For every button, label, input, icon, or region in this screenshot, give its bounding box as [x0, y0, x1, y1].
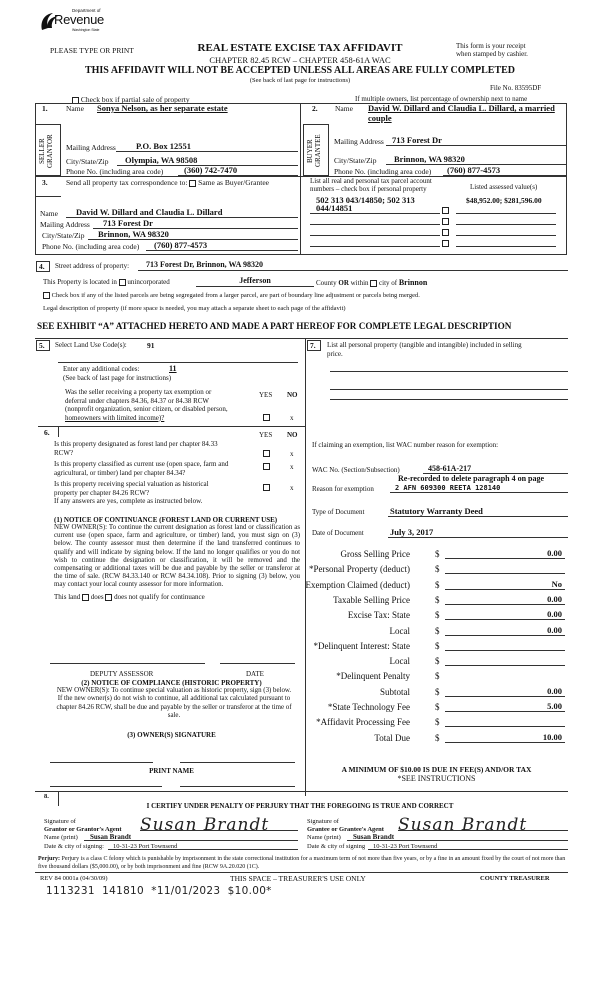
segregated-checkbox[interactable] [43, 292, 50, 299]
fee-label: Exemption Claimed (deduct) [305, 579, 410, 590]
form-title: REAL ESTATE EXCISE TAX AFFIDAVIT [197, 42, 403, 54]
fee-label: *Delinquent Interest: State [313, 640, 410, 651]
forest-land-question: Is this property designated as forest land per chapter 84.33 RCW? [54, 440, 218, 457]
personal-property-line-1[interactable] [330, 371, 568, 372]
unincorporated-checkbox[interactable] [119, 279, 126, 286]
footer-line [35, 872, 568, 873]
section5-top-line [35, 338, 568, 339]
county-field[interactable] [196, 276, 314, 287]
multiple-owners-note: If multiple owners, list percentage of ownership next to name [355, 95, 528, 103]
historic-no-mark[interactable]: x [290, 484, 294, 492]
seller-phone-value: (360) 742-7470 [184, 165, 238, 175]
located-label: This Property is located in [43, 278, 117, 286]
doc-type-value: Statutory Warranty Deed [390, 506, 483, 516]
personal-property-label: List all personal property (tangible and intangible) included in selling price. [327, 341, 522, 358]
main-divider [305, 338, 306, 796]
seller-mailing-field[interactable] [116, 141, 298, 152]
buyer-section-number: 2. [312, 104, 318, 113]
perjury-label: Perjury: [38, 856, 60, 862]
parties-divider [300, 103, 301, 255]
does-not-label: does not qualify for continuance [114, 593, 205, 601]
continuance-row [54, 593, 205, 601]
fee-label: Local [389, 656, 410, 667]
grantor-name-value: Susan Brandt [90, 833, 132, 841]
section8-number: 8. [44, 793, 49, 800]
correspondence-tab-line [35, 196, 61, 197]
perjury-notice [38, 856, 568, 871]
street-address-field[interactable] [138, 260, 568, 271]
grantee-signature-label: Signature of Grantee or Grantee's Agent [307, 818, 384, 833]
fee-currency-symbol: $ [435, 656, 440, 667]
assessed-field-4[interactable] [456, 236, 556, 247]
buyer-name-line2: couple [368, 113, 392, 123]
grantee-date-field[interactable] [368, 841, 568, 850]
section6-top-line [38, 426, 305, 427]
exemption-no-header: NO [287, 391, 298, 399]
receipt-note [456, 42, 528, 58]
grantor-signature-label: Signature of Grantor or Grantor's Agent [44, 818, 122, 833]
section6-number: 6. [44, 428, 50, 437]
notice-compliance-text: NEW OWNER(S): To continue special valuation as historic property, sign (3) below. If the new owner(s) do not wish to continue, all additional tax calculated pursuant to chapter 84.26 RCW, shall be due and payable by the seller or transferor at the time of sale. [56, 687, 292, 719]
seller-mailing-label: Mailing Address [66, 143, 116, 152]
county-value: Jefferson [239, 276, 271, 285]
notice-compliance-title: (2) NOTICE OF COMPLIANCE (HISTORIC PROPERTY) [81, 679, 262, 687]
same-as-buyer-checkbox[interactable] [189, 180, 196, 187]
fee-currency-symbol: $ [435, 625, 440, 636]
partial-sale-label: Check box if partial sale of property [80, 95, 190, 104]
corr-phone-field[interactable] [146, 240, 298, 251]
buyer-phone-field[interactable] [443, 165, 566, 176]
fee-label: Excise Tax: State [347, 610, 410, 621]
fee-value-field[interactable] [445, 625, 565, 636]
seller-phone-label: Phone No. (including area code) [66, 167, 164, 176]
buyer-city-value: Brinnon, WA 98320 [394, 154, 465, 164]
owner-signature-label: (3) OWNER(S) SIGNATURE [127, 731, 216, 739]
wac-field[interactable] [423, 464, 568, 474]
land-use-code: 91 [147, 341, 155, 350]
grantor-name-label: Name (print) [44, 834, 78, 841]
assessed-field-1[interactable] [456, 203, 556, 214]
fee-value-field[interactable] [445, 548, 565, 559]
grantee-date-label: Date & city of signing [307, 843, 366, 850]
additional-codes-value[interactable]: 11 [169, 364, 177, 373]
dor-logo [38, 8, 108, 36]
parcel-numbers-line2: 044/14851 [316, 203, 353, 213]
corr-mailing-field[interactable] [93, 218, 298, 229]
grantee-name-value: Susan Brandt [353, 833, 395, 841]
rev-number: REV 84 0001a (04/30/09) [40, 875, 108, 882]
treasurer-use-label: THIS SPACE – TREASURER'S USE ONLY [230, 874, 366, 883]
fee-label: Total Due [374, 732, 410, 743]
reason-line2: 2 AFN 609300 REETA 128140 [395, 484, 501, 492]
owner-signature-line-2[interactable] [180, 762, 295, 763]
fee-label: *Delinquent Penalty [336, 671, 410, 682]
city-checkbox[interactable] [370, 280, 377, 287]
parcel-field-4[interactable] [310, 236, 440, 247]
fee-value: 0.00 [547, 624, 562, 635]
does-qualify-checkbox[interactable] [82, 594, 89, 601]
buyer-mailing-field[interactable] [386, 135, 566, 146]
form-warning: THIS AFFIDAVIT WILL NOT BE ACCEPTED UNLESS ALL AREAS ARE FULLY COMPLETED [84, 65, 516, 76]
forest-land-yes-checkbox[interactable] [263, 450, 270, 457]
fee-value-field[interactable] [445, 609, 565, 620]
county-label: County [316, 279, 337, 287]
fee-currency-symbol: $ [435, 671, 440, 682]
additional-codes-note: (See back of last page for instructions) [63, 374, 172, 382]
street-address-label: Street address of property: [55, 262, 130, 270]
fee-label: Subtotal [379, 686, 410, 697]
receipt-note-line2: when stamped by cashier. [456, 50, 528, 58]
seller-name: Sonya Nelson, as her separate estate [97, 103, 228, 113]
buyer-city-field[interactable] [386, 154, 566, 165]
seller-section-number: 1. [42, 104, 48, 113]
wac-label: WAC No. (Section/Subsection) [312, 466, 400, 474]
fee-currency-symbol: $ [435, 732, 440, 743]
county-treasurer-label: COUNTY TREASURER [480, 875, 550, 882]
see-instructions-note: *SEE INSTRUCTIONS [397, 774, 476, 783]
parcel-label: List all real and personal tax parcel account numbers – check box if personal property [310, 177, 432, 193]
notice-continuance-text: NEW OWNER(S): To continue the current designation as forest land or classification as current use (open space, farm and agriculture, or timber) land, you must sign on (3) below. The county assessor must then determine if the land transferred continues to qualify and will indicate by signing below. If the land no longer qualifies or you do not wish to continue the designation or classification, it will be removed and the compensating or additional taxes will be due and payable by the seller or transferor at the time of sale. (RCW 84.33.140 or RCW 84.34.108). Prior to signing (3) below, you may contact your local county assessor for more information. [54, 524, 300, 589]
does-label: does [90, 593, 104, 601]
section7-number: 7. [310, 341, 316, 350]
doc-date-label: Date of Document [312, 529, 364, 537]
owner-signature-line-1[interactable] [50, 762, 153, 763]
form-chapters: CHAPTER 82.45 RCW – CHAPTER 458-61A WAC [209, 55, 391, 65]
fee-value-field[interactable] [445, 686, 565, 697]
fee-label: Taxable Selling Price [333, 594, 410, 605]
s6-yes-header: YES [259, 431, 273, 439]
segregated-label: Check box if any of the listed parcels are being segregated from a larger parcel, are part of boundary line adjustment or parcels being merged. [51, 292, 420, 299]
grantee-name-label: Name (print) [307, 834, 341, 841]
logo-revenue: Revenue [54, 12, 104, 27]
fee-currency-symbol: $ [435, 640, 440, 651]
fee-value-field[interactable] [445, 594, 565, 605]
corr-city-field[interactable] [88, 229, 298, 240]
current-use-yes-checkbox[interactable] [263, 463, 270, 470]
unincorporated-label: unincorporated [127, 278, 170, 286]
fee-value: 5.00 [547, 701, 562, 711]
reason-line1: Re-recorded to delete paragraph 4 on page [398, 474, 545, 483]
buyer-phone-value: (760) 877-4573 [447, 165, 501, 175]
personal-property-checkbox-3[interactable] [442, 229, 449, 236]
assessed-value-header: Listed assessed value(s) [470, 183, 538, 191]
exemption-question: Was the seller receiving a property tax exemption or deferral under chapters 84.36, 84.37 or 84.38 RCW (nonprofit organization, senior citizen, or disabled person, homeowners with limited income)? [65, 388, 228, 422]
corr-name-label: Name [40, 209, 58, 218]
corr-name-value: David W. Dillard and Claudia L. Dillard [76, 207, 223, 217]
personal-property-checkbox-1[interactable] [442, 207, 449, 214]
fee-label: *Affidavit Processing Fee [316, 717, 410, 728]
personal-property-checkbox-4[interactable] [442, 240, 449, 247]
forest-land-no-mark[interactable]: x [290, 450, 294, 458]
does-not-qualify-checkbox[interactable] [105, 594, 112, 601]
fee-currency-symbol: $ [435, 610, 440, 621]
see-back-note: (See back of last page for instructions) [249, 77, 351, 84]
seller-name-label: Name [66, 104, 84, 113]
fee-currency-symbol: $ [435, 549, 440, 559]
within-label: within [350, 279, 369, 287]
city-of-label: city of [379, 279, 398, 287]
fee-value-field[interactable] [445, 655, 565, 666]
buyer-name-line1: David W. Dillard and Claudia L. Dillard, a married [368, 103, 555, 113]
fee-value: 0.00 [547, 609, 562, 620]
fee-label: *Personal Property (deduct) [309, 564, 410, 575]
parties-h-divider [35, 176, 567, 177]
doc-date-value: July 3, 2017 [390, 527, 434, 537]
logo-state: Washington State [72, 28, 100, 32]
section8-top-line [35, 791, 568, 792]
seller-city-label: City/State/Zip [66, 157, 109, 166]
parcel-field-2[interactable] [310, 214, 440, 225]
this-land-label: This land [54, 593, 81, 601]
fee-currency-symbol: $ [435, 717, 440, 728]
certify-statement: I CERTIFY UNDER PENALTY OF PERJURY THAT THE FOREGOING IS TRUE AND CORRECT [146, 802, 454, 810]
wac-value: 458-61A-217 [428, 464, 472, 473]
seller-side-label: SELLER GRANTOR [38, 134, 54, 168]
fee-currency-symbol: $ [435, 702, 440, 712]
street-address-value: 713 Forest Dr, Brinnon, WA 98320 [146, 260, 263, 269]
fee-currency-symbol: $ [435, 579, 440, 590]
reason-label: Reason for exemption [312, 485, 374, 493]
section6-number-divider [58, 427, 59, 437]
grantee-name-field[interactable] [347, 832, 568, 841]
doc-type-field[interactable] [388, 506, 568, 517]
parcel-field-1[interactable] [310, 203, 440, 214]
historic-yes-checkbox[interactable] [263, 484, 270, 491]
additional-codes-label: Enter any additional codes: [63, 365, 140, 373]
personal-property-checkbox-2[interactable] [442, 218, 449, 225]
fee-label: Local [389, 625, 410, 636]
land-use-section-number: 5. [39, 341, 45, 350]
grantor-date-field[interactable] [108, 841, 298, 850]
fee-value-field[interactable] [445, 579, 565, 590]
doc-type-label: Type of Document [312, 508, 365, 516]
fee-value: 0.00 [547, 548, 562, 558]
fee-value-field[interactable] [445, 716, 565, 727]
fee-currency-symbol: $ [435, 686, 440, 697]
corr-city-label: City/State/Zip [42, 231, 85, 240]
exemption-claim-label: If claiming an exemption, list WAC number reason for exemption: [312, 441, 499, 449]
exemption-yes-checkbox[interactable] [263, 414, 270, 421]
assessed-field-3[interactable] [456, 225, 556, 236]
corr-city-value: Brinnon, WA 98320 [98, 229, 169, 239]
doc-date-field[interactable] [388, 527, 568, 538]
seller-city-value: Olympia, WA 98508 [125, 155, 198, 165]
assessor-date-line[interactable] [220, 663, 295, 664]
please-type-note: PLEASE TYPE OR PRINT [50, 46, 134, 55]
grantee-signature-field[interactable] [398, 815, 568, 835]
county-city-row [316, 278, 427, 287]
buyer-city-label: City/State/Zip [334, 156, 377, 165]
deputy-assessor-label: DEPUTY ASSESSOR [90, 670, 154, 678]
buyer-name-label: Name [335, 104, 353, 113]
fee-value-field[interactable] [445, 563, 565, 574]
receipt-note-line1: This form is your receipt [456, 42, 526, 50]
grantee-date-value: 10-31-23 Port Townsend [373, 843, 438, 850]
exemption-no-mark[interactable]: x [290, 414, 294, 422]
land-use-label: Select Land Use Code(s): [55, 341, 127, 349]
corr-mailing-label: Mailing Address [40, 220, 90, 229]
print-name-line-1[interactable] [50, 786, 162, 787]
fee-value: 0.00 [547, 593, 562, 604]
parcel-numbers-line1: 502 313 043/14850; 502 313 [316, 195, 415, 205]
corr-mailing-value: 713 Forest Dr [103, 218, 153, 228]
parcel-field-3[interactable] [310, 225, 440, 236]
or-label: OR [338, 279, 349, 287]
land-use-line [58, 362, 298, 363]
treasurer-stamp: 1113231 141810 *11/01/2023 $10.00* [46, 885, 272, 897]
reason-field[interactable] [390, 483, 568, 493]
corr-phone-label: Phone No. (including area code) [42, 242, 140, 251]
print-name-label: PRINT NAME [149, 767, 194, 775]
fee-label: *State Technology Fee [327, 702, 410, 712]
assessor-date-label: DATE [246, 670, 264, 678]
current-use-no-mark[interactable]: x [290, 463, 294, 471]
grantee-signature: Susan Brandt [398, 815, 528, 835]
s6-no-header: NO [287, 431, 298, 439]
grantor-signature-field[interactable] [140, 815, 298, 835]
same-as-buyer-label: Same as Buyer/Grantee [198, 178, 269, 187]
perjury-text: Perjury is a class C felony which is punishable by imprisonment in the state correctional institution for a maximum term of not more than five years, or by a fine in an amount fixed by the court of not more than five thousand dollars ($5,000.00), or by both imprisonment and fine (RCW 9A.20.020 (1C). [38, 856, 566, 870]
correspondence-row [66, 178, 269, 187]
notice-continuance-title: (1) NOTICE OF CONTINUANCE (FOREST LAND OR CURRENT USE) [54, 516, 278, 524]
fee-value-field[interactable] [445, 701, 565, 712]
print-name-line-2[interactable] [180, 786, 295, 787]
fee-currency-symbol: $ [435, 594, 440, 605]
assessed-values: $48,952.00; $281,596.00 [466, 196, 542, 205]
city-value: Brinnon [398, 278, 428, 287]
buyer-mailing-label: Mailing Address [334, 137, 384, 146]
location-row [43, 278, 170, 286]
fee-value: 10.00 [542, 731, 562, 742]
correspondence-label: Send all property tax correspondence to: [66, 178, 188, 187]
deputy-assessor-line[interactable] [50, 663, 205, 664]
corr-phone-value: (760) 877-4573 [154, 240, 208, 250]
historic-question: Is this property receiving special valuation as historical property per chapter 84.26 RCW? If any answers are yes, complete as instructed below. [54, 480, 209, 505]
seller-mailing-value: P.O. Box 12551 [136, 141, 191, 151]
minimum-fee-note: A MINIMUM OF $10.00 IS DUE IN FEE(S) AND/OR TAX [341, 765, 532, 774]
legal-description-label: Legal description of property (if more space is needed, you may attach a separate sheet to each page of the affidavit) [43, 305, 346, 312]
fee-currency-symbol: $ [435, 564, 440, 575]
segregated-row [43, 292, 420, 299]
fee-value-field[interactable] [445, 640, 565, 651]
buyer-side-label: BUYER GRANTEE [306, 134, 322, 168]
exemption-yes-header: YES [259, 391, 273, 399]
current-use-question: Is this property classified as current use (open space, farm and agricultural, or timber) land per chapter 84.34? [54, 460, 229, 477]
legal-description: SEE EXHIBIT “A” ATTACHED HERETO AND MADE A PART HEREOF FOR COMPLETE LEGAL DESCRIPTION [37, 321, 512, 331]
grantor-name-field[interactable] [84, 832, 298, 841]
fee-value: No [551, 578, 562, 589]
logo-department: Department of [72, 8, 101, 13]
fee-value: 0.00 [547, 685, 562, 696]
grantor-date-value: 10-31-23 Port Townsend [113, 843, 178, 850]
buyer-phone-label: Phone No. (including area code) [334, 167, 432, 176]
personal-property-line-3[interactable] [330, 399, 568, 400]
grantor-date-label: Date & city of signing: [44, 843, 104, 850]
fee-value-field[interactable] [445, 732, 565, 743]
grantor-signature: Susan Brandt [140, 815, 270, 835]
property-section-number: 4. [39, 262, 45, 271]
buyer-mailing-value: 713 Forest Dr [392, 135, 442, 145]
personal-property-line-2[interactable] [330, 389, 568, 390]
correspondence-section-number: 3. [42, 178, 48, 187]
assessed-field-2[interactable] [456, 214, 556, 225]
corr-name-field[interactable] [66, 207, 298, 218]
file-number: File No. 83595DF [490, 84, 542, 92]
seller-phone-field[interactable] [178, 165, 298, 176]
fee-label: Gross Selling Price [340, 549, 410, 559]
